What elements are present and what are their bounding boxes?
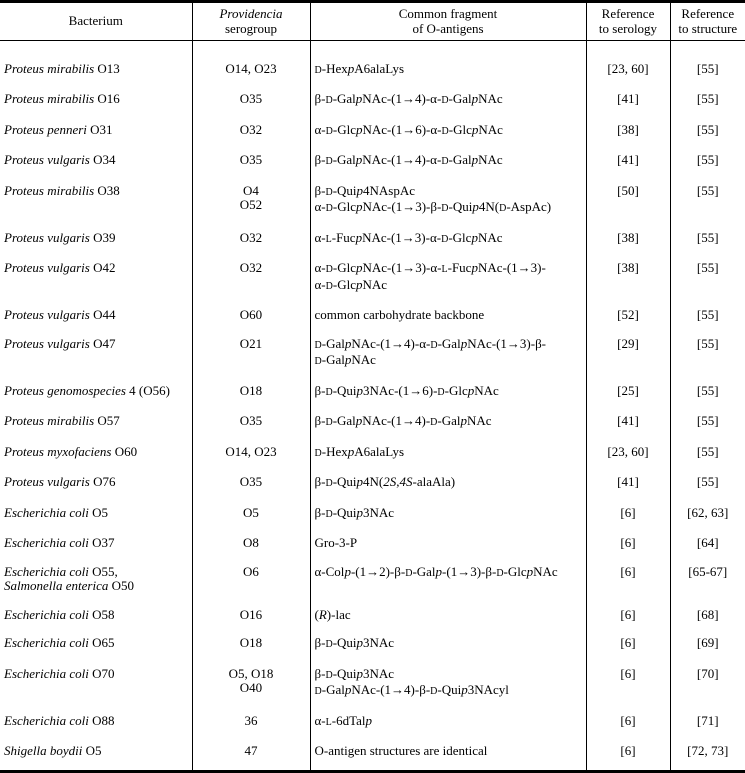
bacterium-cell: Shigella boydii O5 bbox=[4, 743, 102, 758]
ref-structure-cell: [62, 63] bbox=[670, 499, 745, 530]
ref-serology-cell: [6] bbox=[586, 529, 670, 558]
fragment-cell: β-D-Quip3NAc D-GalpNAc-(1→4)-β-D-Quip3NAcyl bbox=[310, 660, 586, 707]
serogroup-cell: O32 bbox=[192, 224, 310, 255]
bacterium-cell: Proteus vulgaris O44 bbox=[4, 307, 116, 322]
table-row bbox=[0, 177, 745, 224]
ref-serology-cell: [50] bbox=[586, 177, 670, 224]
table-row bbox=[0, 499, 745, 530]
table-row bbox=[0, 377, 745, 408]
ref-serology-cell: [6] bbox=[586, 499, 670, 530]
bacterium-cell: Proteus mirabilis O38 bbox=[4, 182, 120, 198]
ref-structure-cell: [55] bbox=[670, 177, 745, 224]
serogroup-cell: O32 bbox=[192, 116, 310, 147]
ref-serology-cell: [38] bbox=[586, 116, 670, 147]
ref-structure-cell: [55] bbox=[670, 438, 745, 469]
table-row bbox=[0, 330, 745, 377]
bacterium-cell: Escherichia coli O55, Salmonella enterica O50 bbox=[4, 563, 134, 593]
header-row bbox=[0, 2, 745, 41]
bacterium-cell: Proteus vulgaris O39 bbox=[4, 229, 116, 245]
fragment-cell: α-Colp-(1→2)-β-D-Galp-(1→3)-β-D-GlcpNAc bbox=[310, 558, 586, 601]
ref-serology-cell: [38] bbox=[586, 254, 670, 301]
ref-structure-cell: [55] bbox=[670, 55, 745, 86]
ref-serology-cell: [25] bbox=[586, 377, 670, 408]
fragment-cell: α-D-GlcpNAc-(1→6)-α-D-GlcpNAc bbox=[310, 116, 586, 147]
ref-structure-cell: [55] bbox=[670, 254, 745, 301]
serogroup-cell: O14, O23 bbox=[192, 438, 310, 469]
header-reference-serology: Reference to serology bbox=[586, 2, 670, 41]
header-reference-structure: Reference to structure bbox=[670, 2, 745, 41]
serogroup-cell: O6 bbox=[192, 558, 310, 601]
bacterium-cell: Proteus vulgaris O47 bbox=[4, 335, 116, 351]
header-spacer-row bbox=[0, 41, 745, 55]
table-row bbox=[0, 737, 745, 766]
ref-serology-cell: [23, 60] bbox=[586, 438, 670, 469]
ref-serology-cell: [6] bbox=[586, 737, 670, 766]
fragment-cell: β-D-Quip3NAc bbox=[310, 499, 586, 530]
ref-serology-cell: [23, 60] bbox=[586, 55, 670, 86]
bacterium-cell: Proteus vulgaris O42 bbox=[4, 260, 116, 275]
header-common-fragment: Common fragment of O-antigens bbox=[310, 2, 586, 41]
bacterium-cell: Escherichia coli O58 bbox=[4, 606, 115, 622]
fragment-cell: β-D-GalpNAc-(1→4)-α-D-GalpNAc bbox=[310, 146, 586, 177]
ref-structure-cell: [55] bbox=[670, 224, 745, 255]
ref-serology-cell: [29] bbox=[586, 330, 670, 377]
fragment-cell: D-GalpNAc-(1→4)-α-D-GalpNAc-(1→3)-β- D-GalpNAc bbox=[310, 330, 586, 377]
header-providencia-serogroup: Providencia serogroup bbox=[192, 2, 310, 41]
table-row bbox=[0, 629, 745, 660]
ref-structure-cell: [72, 73] bbox=[670, 737, 745, 766]
table-row bbox=[0, 301, 745, 330]
bacterium-cell: Proteus vulgaris O76 bbox=[4, 474, 116, 489]
fragment-cell: α-L-FucpNAc-(1→3)-α-D-GlcpNAc bbox=[310, 224, 586, 255]
bacterium-cell: Proteus mirabilis O57 bbox=[4, 413, 120, 428]
bacterium-cell: Proteus mirabilis O13 bbox=[4, 60, 120, 76]
header-bacterium: Bacterium bbox=[0, 2, 192, 41]
serogroup-cell: O18 bbox=[192, 377, 310, 408]
ref-structure-cell: [55] bbox=[670, 330, 745, 377]
fragment-cell: β-D-Quip3NAc bbox=[310, 629, 586, 660]
fragment-cell: α-D-GlcpNAc-(1→3)-α-L-FucpNAc-(1→3)- α-D-GlcpNAc bbox=[310, 254, 586, 301]
table-row bbox=[0, 254, 745, 301]
fragment-cell: β-D-Quip4NAspAc α-D-GlcpNAc-(1→3)-β-D-Quip4N(D-AspAc) bbox=[310, 177, 586, 224]
bacterium-cell: Escherichia coli O5 bbox=[4, 504, 108, 520]
serogroup-cell: O35 bbox=[192, 407, 310, 438]
fragment-cell: β-D-Quip3NAc-(1→6)-D-GlcpNAc bbox=[310, 377, 586, 408]
table-row bbox=[0, 660, 745, 707]
ref-structure-cell: [71] bbox=[670, 707, 745, 738]
bacterium-cell: Escherichia coli O70 bbox=[4, 665, 115, 681]
fragment-cell: (R)-lac bbox=[310, 601, 586, 630]
fragment-cell: Gro-3-P bbox=[310, 529, 586, 558]
table-body bbox=[0, 55, 745, 766]
serogroup-cell: O18 bbox=[192, 629, 310, 660]
ref-structure-cell: [64] bbox=[670, 529, 745, 558]
serogroup-cell: 47 bbox=[192, 737, 310, 766]
ref-structure-cell: [55] bbox=[670, 468, 745, 499]
ref-serology-cell: [41] bbox=[586, 468, 670, 499]
table-row bbox=[0, 529, 745, 558]
serogroup-cell: O4 O52 bbox=[192, 177, 310, 224]
serogroup-cell: O21 bbox=[192, 330, 310, 377]
ref-serology-cell: [41] bbox=[586, 407, 670, 438]
bacterium-cell: Escherichia coli O37 bbox=[4, 535, 115, 550]
ref-serology-cell: [6] bbox=[586, 660, 670, 707]
serogroup-cell: O60 bbox=[192, 301, 310, 330]
fragment-cell: β-D-Quip4N(2S,4S-alaAla) bbox=[310, 468, 586, 499]
bacterium-cell: Proteus vulgaris O34 bbox=[4, 152, 116, 167]
table-footer-filler bbox=[0, 766, 745, 772]
ref-serology-cell: [41] bbox=[586, 85, 670, 116]
fragment-cell: β-D-GalpNAc-(1→4)-D-GalpNAc bbox=[310, 407, 586, 438]
ref-structure-cell: [65-67] bbox=[670, 558, 745, 601]
serogroup-cell: O14, O23 bbox=[192, 55, 310, 86]
table-header bbox=[0, 2, 745, 55]
ref-structure-cell: [55] bbox=[670, 146, 745, 177]
table-row bbox=[0, 438, 745, 469]
table-row bbox=[0, 707, 745, 738]
ref-serology-cell: [38] bbox=[586, 224, 670, 255]
ref-structure-cell: [55] bbox=[670, 85, 745, 116]
fragment-cell: β-D-GalpNAc-(1→4)-α-D-GalpNAc bbox=[310, 85, 586, 116]
table-row bbox=[0, 224, 745, 255]
fragment-cell: common carbohydrate backbone bbox=[310, 301, 586, 330]
ref-structure-cell: [55] bbox=[670, 301, 745, 330]
serogroup-cell: O8 bbox=[192, 529, 310, 558]
bacterium-cell: Escherichia coli O88 bbox=[4, 712, 115, 728]
ref-serology-cell: [6] bbox=[586, 558, 670, 601]
ref-serology-cell: [6] bbox=[586, 707, 670, 738]
table-row bbox=[0, 146, 745, 177]
table-row bbox=[0, 55, 745, 86]
serogroup-cell: O5, O18 O40 bbox=[192, 660, 310, 707]
bacterium-cell: Proteus mirabilis O16 bbox=[4, 91, 120, 106]
ref-structure-cell: [55] bbox=[670, 377, 745, 408]
serogroup-cell: O5 bbox=[192, 499, 310, 530]
serogroup-cell: O35 bbox=[192, 146, 310, 177]
ref-serology-cell: [41] bbox=[586, 146, 670, 177]
bacterium-cell: Proteus genomospecies 4 (O56) bbox=[4, 382, 170, 398]
table-row bbox=[0, 468, 745, 499]
bacterium-cell: Proteus penneri O31 bbox=[4, 121, 113, 137]
table-row bbox=[0, 407, 745, 438]
ref-structure-cell: [70] bbox=[670, 660, 745, 707]
serogroup-cell: O35 bbox=[192, 85, 310, 116]
table-row bbox=[0, 558, 745, 601]
ref-structure-cell: [55] bbox=[670, 116, 745, 147]
ref-serology-cell: [52] bbox=[586, 301, 670, 330]
fragment-cell: D-HexpA6alaLys bbox=[310, 55, 586, 86]
table-row bbox=[0, 85, 745, 116]
ref-serology-cell: [6] bbox=[586, 601, 670, 630]
table-row bbox=[0, 601, 745, 630]
serogroup-cell: 36 bbox=[192, 707, 310, 738]
table-row bbox=[0, 116, 745, 147]
serogroup-cell: O16 bbox=[192, 601, 310, 630]
ref-structure-cell: [69] bbox=[670, 629, 745, 660]
fragment-cell: O-antigen structures are identical bbox=[310, 737, 586, 766]
bacterium-cell: Escherichia coli O65 bbox=[4, 635, 115, 650]
serogroup-cell: O32 bbox=[192, 254, 310, 301]
ref-structure-cell: [68] bbox=[670, 601, 745, 630]
filler-row bbox=[0, 766, 745, 772]
fragment-cell: D-HexpA6alaLys bbox=[310, 438, 586, 469]
ref-structure-cell: [55] bbox=[670, 407, 745, 438]
ref-serology-cell: [6] bbox=[586, 629, 670, 660]
fragment-cell: α-L-6dTalp bbox=[310, 707, 586, 738]
serogroup-cell: O35 bbox=[192, 468, 310, 499]
bacterium-cell: Proteus myxofaciens O60 bbox=[4, 443, 138, 459]
